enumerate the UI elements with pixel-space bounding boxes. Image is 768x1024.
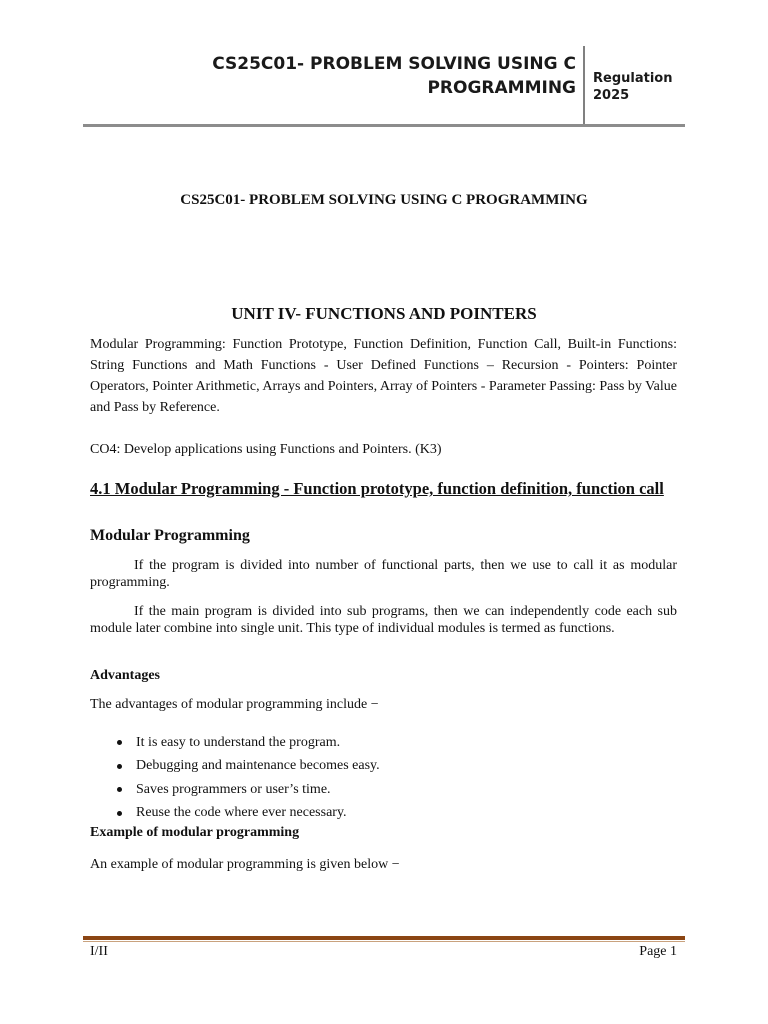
list-item-text: Debugging and maintenance becomes easy. [136, 758, 380, 774]
advantages-intro: The advantages of modular programming include − [90, 697, 379, 712]
header-divider [583, 46, 585, 126]
list-item-text: It is easy to understand the program. [136, 734, 341, 750]
advantages-list [90, 731, 380, 825]
section-heading: 4.1 Modular Programming - Function prototype, function definition, function call [90, 479, 664, 498]
footer-semester: I/II [90, 944, 108, 959]
regulation-label: Regulation [593, 71, 673, 86]
bullet-icon [117, 740, 122, 745]
document-title: CS25C01- PROBLEM SOLVING USING C PROGRAMMING [180, 192, 588, 208]
list-item [90, 778, 380, 802]
list-item [90, 802, 380, 826]
list-item [90, 755, 380, 779]
intro-paragraph-2: If the main program is divided into sub programs, then we can independently code each sub module later combine into single unit. This type of individual modules is termed as functions. [90, 604, 677, 636]
list-item [90, 731, 380, 755]
footer-page-number: Page 1 [639, 944, 677, 959]
bullet-icon [117, 787, 122, 792]
course-outcome: CO4: Develop applications using Functions and Pointers. (K3) [90, 442, 442, 457]
list-item-text: Saves programmers or user’s time. [136, 781, 331, 797]
unit-title: UNIT IV- FUNCTIONS AND POINTERS [231, 304, 537, 323]
header-rule [83, 124, 685, 127]
footer-rule [83, 936, 685, 940]
regulation-year: 2025 [593, 88, 630, 103]
bullet-icon [117, 811, 122, 816]
header-regulation [593, 70, 672, 104]
advantages-heading: Advantages [90, 668, 161, 683]
example-heading: Example of modular programming [90, 825, 300, 840]
syllabus-paragraph: Modular Programming: Function Prototype, Function Definition, Function Call, Built-in Functions: String Functions and Math Functions - User Defined Functions – Recursion - Pointers: Pointer Operators, Pointer Arithmetic, Arrays and Pointers, Array of Pointers - Parameter Passing: Pass by Value and Pass by Reference. [90, 337, 677, 415]
footer-rule-thin [83, 941, 685, 942]
intro-paragraph-1: If the program is divided into number of functional parts, then we use to call it as modular programming. [90, 558, 677, 590]
subsection-heading: Modular Programming [90, 527, 250, 544]
list-item-text: Reuse the code where ever necessary. [136, 805, 347, 821]
header-title: CS25C01- PROBLEM SOLVING USING C PROGRAMMING [212, 54, 576, 98]
bullet-icon [117, 764, 122, 769]
example-intro: An example of modular programming is given below − [90, 857, 400, 872]
